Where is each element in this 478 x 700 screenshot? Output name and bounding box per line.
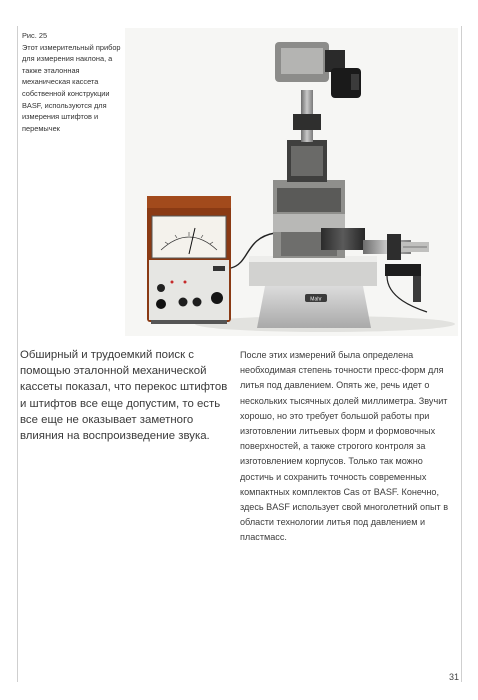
measuring-instrument-illustration — [125, 28, 458, 336]
page-border-right — [461, 26, 462, 682]
figure-photo — [125, 28, 458, 336]
measuring-column — [273, 42, 365, 258]
analog-meter-unit — [147, 196, 231, 324]
lead-paragraph: Обширный и трудоемкий поиск с помощью эталонной механической кассеты показал, что перекос штифтов и штифтов все еще допустим, то есть все еще не оказывает заметного влияния на воспроизведение звука. — [20, 349, 228, 443]
instrument-base — [249, 256, 377, 328]
figure-label: Рис. 25 — [22, 31, 48, 40]
mahr-logo: Mahr — [310, 296, 322, 303]
page-border-left — [17, 26, 18, 682]
body-paragraph: После этих измерений была определена необходимая степень точности пресс-форм для литья под давлением. Опять же, речь идет о нескольких тысячных долей миллиметра. Звучит хорошо, но это требует большой работы при изготовлении литьевых форм и формовочных поверхностей, а также строгого контроля за изготовлением корпусов. Только так можно достичь и сохранить точность современных компактных комплектов Cas от BASF. Конечно, здесь BASF использует свой многолетний опыт в области технологии литья под давлением и пластмасс. — [240, 350, 449, 543]
figure-caption-text: Этот измерительный прибор для измерения наклона, а также эталонная механическая кассета собственной конструкции BASF, используются для измерения штифтов и перемычек — [22, 42, 121, 133]
figure-caption — [22, 30, 122, 134]
page-number: 31 — [449, 672, 460, 682]
